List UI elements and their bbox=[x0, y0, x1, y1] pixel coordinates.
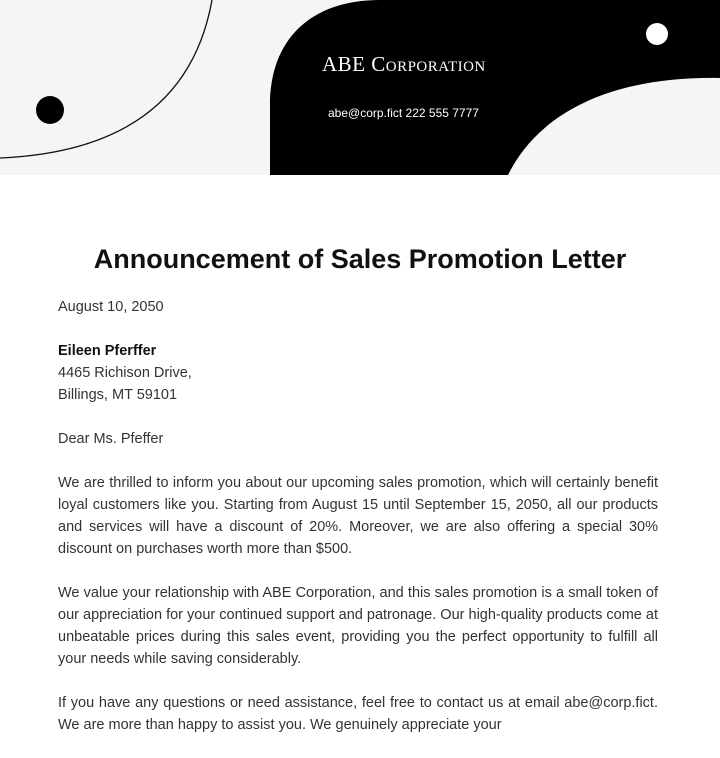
company-name: ABE Corporation bbox=[322, 52, 486, 76]
letter-date: August 10, 2050 bbox=[58, 299, 164, 315]
letter-body bbox=[58, 296, 658, 758]
body-paragraph-1: We are thrilled to inform you about our upcoming sales promotion, which will certainly benefit loyal customers like you. Starting from August 15 until September 15, 2050, all our products and services will have a discount of 20%. Moreover, we are also offering a special 30% discount on purchases worth more than $500. bbox=[58, 475, 658, 557]
letterhead-graphic bbox=[0, 0, 720, 175]
decorative-dot-black bbox=[36, 96, 64, 124]
body-paragraph-2: We value your relationship with ABE Corporation, and this sales promotion is a small token of our appreciation for your continued support and patronage. Our high-quality products come at unbeatable prices during this sales event, providing you the perfect opportunity to fulfill all your needs while saving considerably. bbox=[58, 585, 658, 667]
company-contact: abe@corp.fict 222 555 7777 bbox=[328, 106, 479, 120]
recipient-name: Eileen Pferffer bbox=[58, 343, 157, 359]
recipient-address bbox=[58, 340, 658, 406]
recipient-street: 4465 Richison Drive, bbox=[58, 365, 192, 381]
salutation: Dear Ms. Pfeffer bbox=[58, 431, 164, 447]
decorative-dot-white bbox=[646, 23, 668, 45]
recipient-city: Billings, MT 59101 bbox=[58, 387, 178, 403]
letterhead bbox=[0, 0, 720, 175]
document-title: Announcement of Sales Promotion Letter bbox=[93, 244, 627, 274]
body-paragraph-3: If you have any questions or need assistance, feel free to contact us at email abe@corp.fict. We are more than happy to assist you. We genuinely appreciate your bbox=[58, 695, 658, 733]
